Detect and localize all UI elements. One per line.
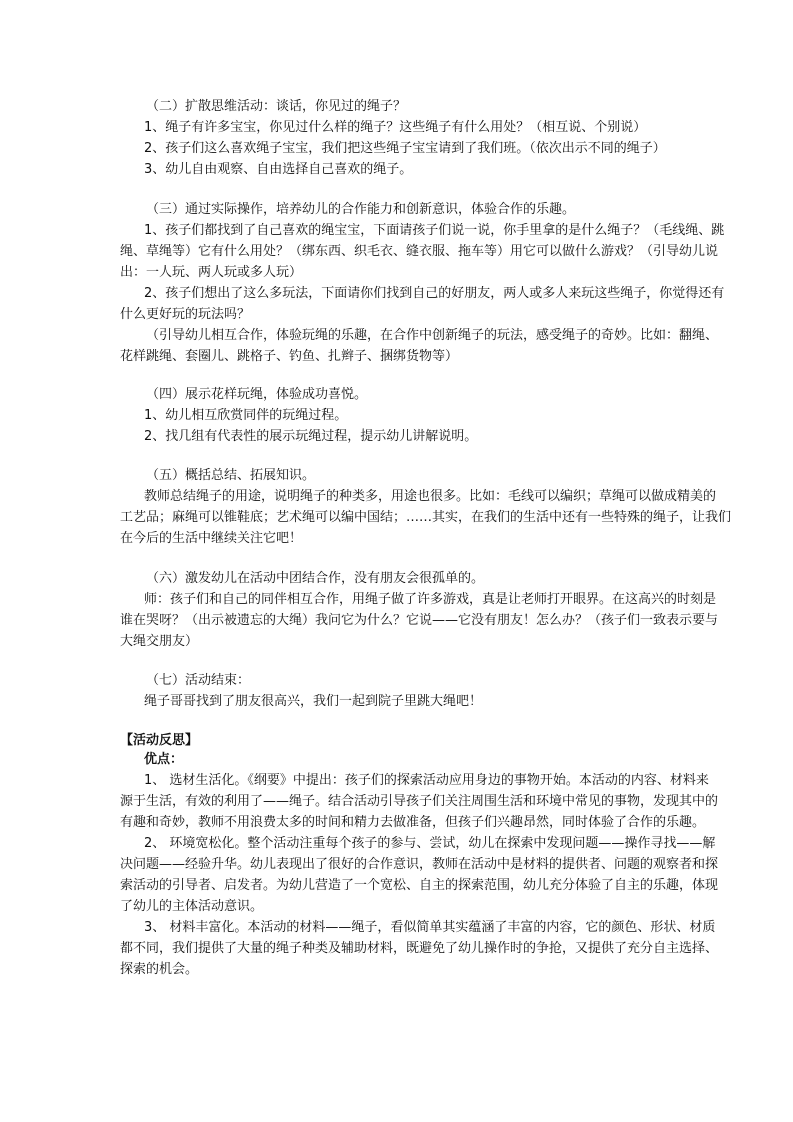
- paragraph-line: 1、孩子们都找到了自己喜欢的绳宝宝，下面请孩子们说一说，你手里拿的是什么绳子？（毛线绳、跳: [144, 223, 725, 238]
- paragraph-line: 绳子哥哥找到了朋友很高兴，我们一起到院子里跳大绳吧！: [144, 694, 483, 709]
- section-title: （三）通过实际操作，培养幼儿的合作能力和创新意识，体验合作的乐趣。: [146, 202, 576, 217]
- paragraph-line: 大绳交朋友）: [120, 634, 199, 649]
- paragraph-line: 源于生活，有效的利用了——绳子。结合活动引导孩子们关注周围生活和环境中常见的事物，发现其中的: [120, 794, 719, 809]
- paragraph-line: 教师总结绳子的用途，说明绳子的种类多，用途也很多。比如：毛线可以编织；草绳可以做成精美的: [144, 489, 717, 504]
- paragraph-line: 2、 环境宽松化。整个活动注重每个孩子的参与、尝试，幼儿在探索中发现问题——操作寻找——解: [144, 836, 716, 851]
- paragraph-line: 1、绳子有许多宝宝，你见过什么样的绳子？这些绳子有什么用处？（相互说、个别说）: [144, 120, 647, 135]
- paragraph-line: 有趣和奇妙，教师不用浪费太多的时间和精力去做准备，但孩子们兴趣昂然，同时体验了合作的乐趣。: [120, 815, 706, 830]
- paragraph-line: 师：孩子们和自己的同伴相互合作，用绳子做了许多游戏，真是让老师打开眼界。在这高兴的时刻是: [144, 592, 717, 607]
- paragraph-line: 索活动的引导者、启发者。为幼儿营造了一个宽松、自主的探索范围，幼儿充分体验了自主的乐趣，体现: [120, 878, 719, 893]
- paragraph-line: 都不同，我们提供了大量的绳子种类及辅助材料，既避免了幼儿操作时的争抢，又提供了充分自主选择、: [120, 941, 719, 956]
- paragraph-line: 2、找几组有代表性的展示玩绳过程，提示幼儿讲解说明。: [144, 429, 478, 444]
- paragraph-line: 在今后的生活中继续关注它吧！: [120, 531, 303, 546]
- paragraph-line: 2、孩子们想出了这么多玩法，下面请你们找到自己的好朋友，两人或多人来玩这些绳子，你觉得还有: [144, 286, 725, 301]
- section-title: （四）展示花样玩绳，体验成功喜悦。: [146, 387, 368, 402]
- paragraph-line: 工艺品；麻绳可以锥鞋底；艺术绳可以编中国结；……其实，在我们的生活中还有一些特殊的绳子，让我们: [120, 510, 732, 525]
- paragraph-line: 决问题——经验升华。幼儿表现出了很好的合作意识，教师在活动中是材料的提供者、问题的观察者和探: [120, 857, 719, 872]
- reflection-heading: 【活动反思】: [120, 733, 199, 748]
- section-title: （二）扩散思维活动：谈话，你见过的绳子？: [146, 99, 407, 114]
- paragraph-line: 1、 选材生活化。《纲要》中提出：孩子们的探索活动应用身边的事物开始。本活动的内容、材料来: [144, 773, 709, 788]
- section-title: （六）激发幼儿在活动中团结合作，没有朋友会很孤单的。: [146, 571, 485, 586]
- paragraph-line: 3、幼儿自由观察、自由选择自己喜欢的绳子。: [144, 162, 413, 177]
- paragraph-line: （引导幼儿相互合作，体验玩绳的乐趣，在合作中创新绳子的玩法，感受绳子的奇妙。比如：翻绳、: [146, 328, 719, 343]
- paragraph-line: 了幼儿的主体活动意识。: [120, 899, 264, 914]
- section-title: （七）活动结束：: [146, 673, 251, 688]
- paragraph-line: 探索的机会。: [120, 962, 199, 977]
- paragraph-line: 绳、草绳等）它有什么用处？（绑东西、织毛衣、缝衣服、拖车等）用它可以做什么游戏？（引导幼儿说: [120, 244, 719, 259]
- paragraph-line: 花样跳绳、套圈儿、跳格子、钓鱼、扎辫子、捆绑货物等）: [120, 349, 459, 364]
- paragraph-line: 什么更好玩的玩法吗？: [120, 307, 251, 322]
- paragraph-line: 2、孩子们这么喜欢绳子宝宝，我们把这些绳子宝宝请到了我们班。（依次出示不同的绳子）: [144, 141, 666, 156]
- section-title: （五）概括总结、拓展知识。: [146, 468, 316, 483]
- reflection-subheading: 优点：: [144, 752, 184, 767]
- paragraph-line: 出：一人玩、两人玩或多人玩）: [120, 265, 303, 280]
- paragraph-line: 谁在哭呀？（出示被遗忘的大绳）我问它为什么？它说——它没有朋友！怎么办？（孩子们一致表示要与: [120, 613, 719, 628]
- paragraph-line: 1、幼儿相互欣赏同伴的玩绳过程。: [144, 408, 348, 423]
- paragraph-line: 3、 材料丰富化。本活动的材料——绳子，看似简单其实蕴涵了丰富的内容，它的颜色、形状、材质: [144, 920, 716, 935]
